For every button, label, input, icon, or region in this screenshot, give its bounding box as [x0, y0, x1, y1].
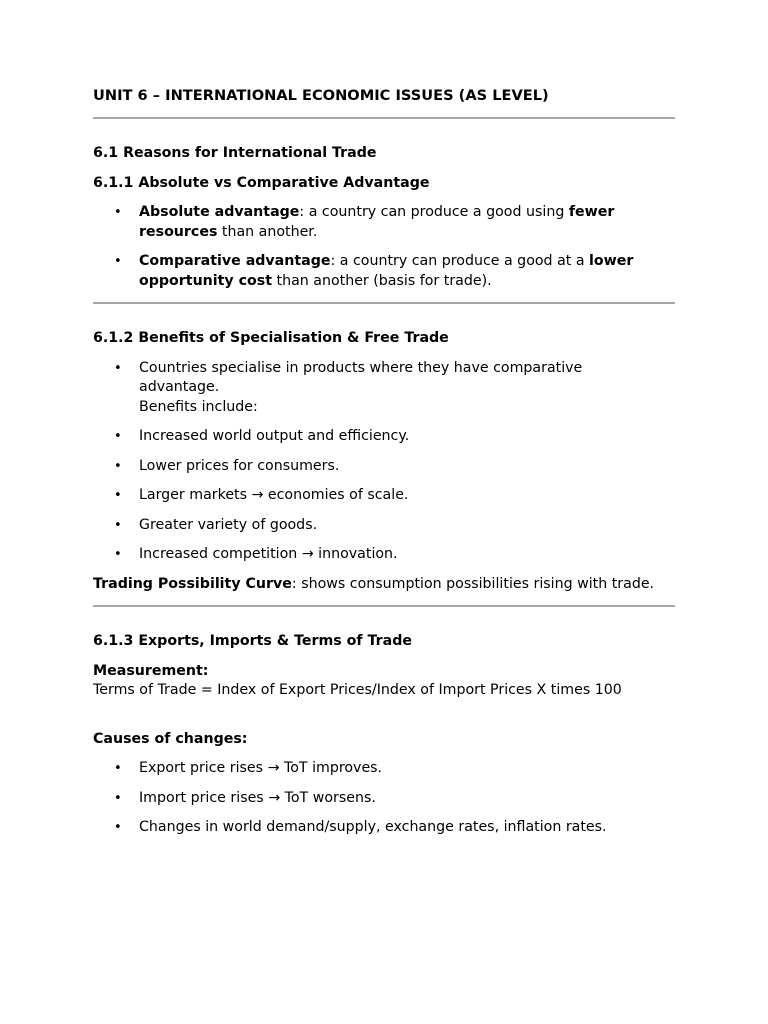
term-fewer-resources: fewer resources — [139, 204, 615, 240]
term-lower-opportunity-cost: lower opportunity cost — [139, 253, 634, 289]
list-item-benefit: • Increased competition → innovation. — [93, 545, 675, 565]
trading-possibility-curve-note: Trading Possibility Curve: shows consumption possibilities rising with trade. — [93, 575, 655, 592]
term-trading-possibility-curve: Trading Possibility Curve — [93, 575, 292, 592]
list-item-cause: • Export price rises → ToT improves. — [93, 759, 675, 779]
terms-of-trade-formula: Terms of Trade = Index of Export Prices/Index of Import Prices X times 100 — [93, 682, 622, 698]
list-item-cause: • Import price rises → ToT worsens. — [93, 789, 675, 809]
causes-label: Causes of changes: — [93, 730, 248, 747]
term-absolute-advantage: Absolute advantage — [139, 204, 300, 220]
list-item-comparative-advantage: • Comparative advantage: a country can produce a good at a lower opportunity cost than another (basis for trade). — [93, 252, 675, 291]
list-item-benefit: • Greater variety of goods. — [93, 516, 675, 536]
document-title: UNIT 6 – INTERNATIONAL ECONOMIC ISSUES (AS LEVEL) — [93, 87, 549, 104]
list-item-cause: • Changes in world demand/supply, exchange rates, inflation rates. — [93, 818, 675, 838]
section-divider — [93, 605, 675, 607]
subsection-heading-6-1-3: 6.1.3 Exports, Imports & Terms of Trade — [93, 633, 412, 649]
section-divider — [93, 117, 675, 119]
term-comparative-advantage: Comparative advantage — [139, 253, 331, 269]
list-item-absolute-advantage: • Absolute advantage: a country can produce a good using fewer resources than another. — [93, 203, 675, 242]
list-item-specialise: • Countries specialise in products where they have comparative advantage. Benefits include: — [93, 359, 675, 418]
list-item-benefit: • Larger markets → economies of scale. — [93, 486, 675, 506]
list-item-benefit: • Increased world output and efficiency. — [93, 427, 675, 447]
causes-list — [93, 759, 675, 838]
list-item-benefit: • Lower prices for consumers. — [93, 457, 675, 477]
subsection-heading-6-1-2: 6.1.2 Benefits of Specialisation & Free Trade — [93, 330, 449, 346]
benefits-list — [93, 359, 675, 565]
document-page — [93, 86, 675, 838]
measurement-label: Measurement: — [93, 662, 209, 679]
advantage-list — [93, 203, 675, 291]
benefits-include-label: Benefits include: — [139, 398, 258, 415]
section-heading-6-1: 6.1 Reasons for International Trade — [93, 145, 377, 161]
section-divider — [93, 302, 675, 304]
subsection-heading-6-1-1: 6.1.1 Absolute vs Comparative Advantage — [93, 174, 430, 191]
